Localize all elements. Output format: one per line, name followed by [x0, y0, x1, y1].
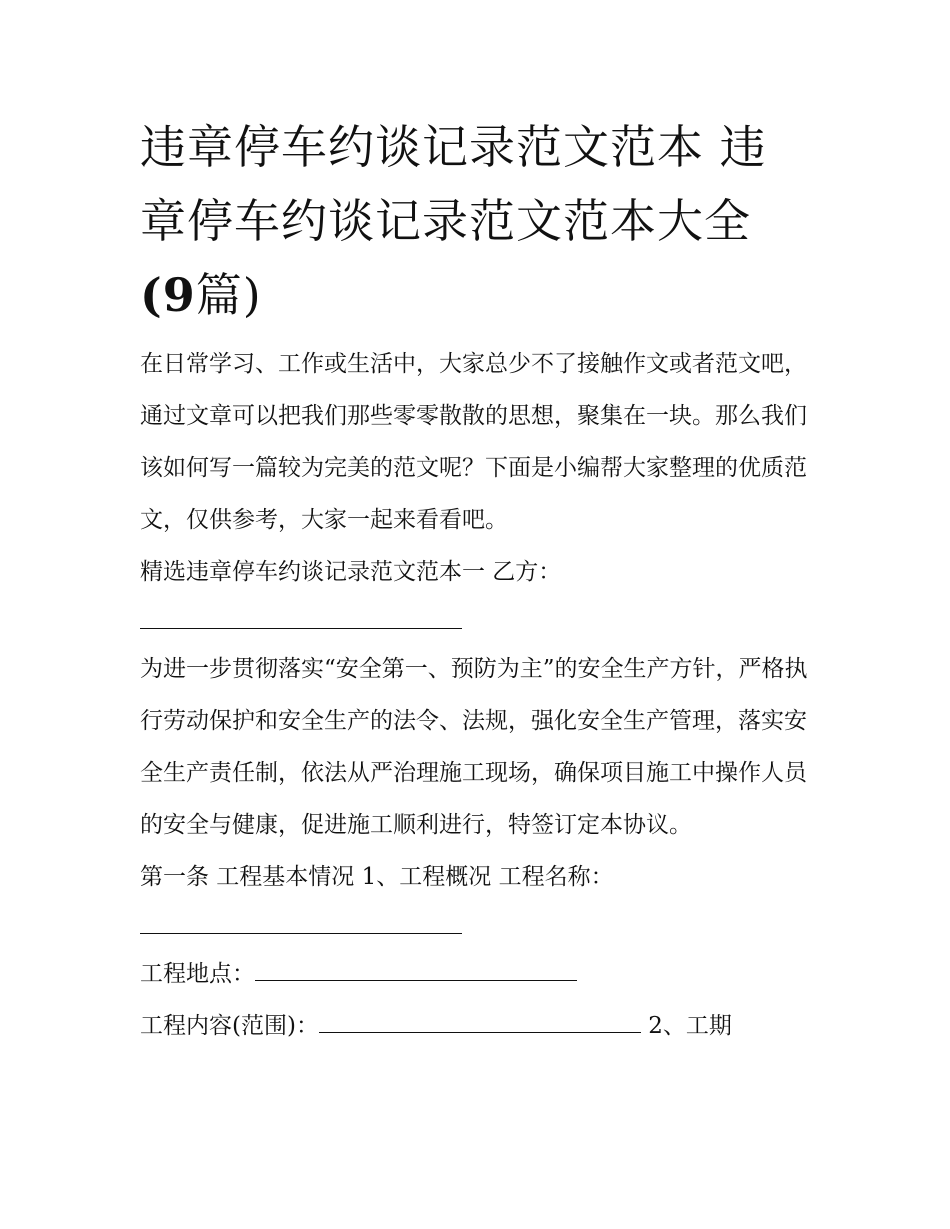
project-content-label: 工程内容(范围)： — [140, 1013, 319, 1039]
section-heading-1: 精选违章停车约谈记录范文范本一 乙方： — [140, 559, 562, 585]
project-location-blank — [255, 958, 577, 981]
title-line-1: 违章停车约谈记录范文范本 违 — [140, 120, 767, 174]
document-page — [140, 110, 820, 1052]
title-line-2: 章停车约谈记录范文范本大全 — [140, 194, 751, 248]
title-count-suffix: 篇) — [195, 268, 262, 322]
intro-paragraph: 在日常学习、工作或生活中，大家总少不了接触作文或者范文吧，通过文章可以把我们那些零零散散的思想，聚集在一块。那么我们该如何写一篇较为完美的范文呢？下面是小编帮大家整理的优质范文，仅供参考，大家一起来看看吧。 — [140, 351, 807, 533]
project-name-blank — [140, 903, 462, 934]
project-content-blank — [319, 1010, 641, 1033]
document-title — [140, 110, 820, 332]
article-1-heading: 第一条 工程基本情况 1、工程概况 工程名称： — [140, 864, 614, 890]
project-location-label: 工程地点： — [140, 961, 255, 987]
period-label: 2、工期 — [648, 1013, 732, 1039]
project-content-line — [140, 1000, 820, 1052]
project-location-line — [140, 948, 820, 1000]
title-count: (9 — [140, 268, 196, 322]
purpose-paragraph: 为进一步贯彻落实“安全第一、预防为主”的安全生产方针，严格执行劳动保护和安全生产的法令、法规，强化安全生产管理，落实安全生产责任制，依法从严治理施工现场，确保项目施工中操作人员的安全与健康，促进施工顺利进行，特签订定本协议。 — [140, 656, 808, 838]
party-b-blank — [140, 598, 462, 629]
